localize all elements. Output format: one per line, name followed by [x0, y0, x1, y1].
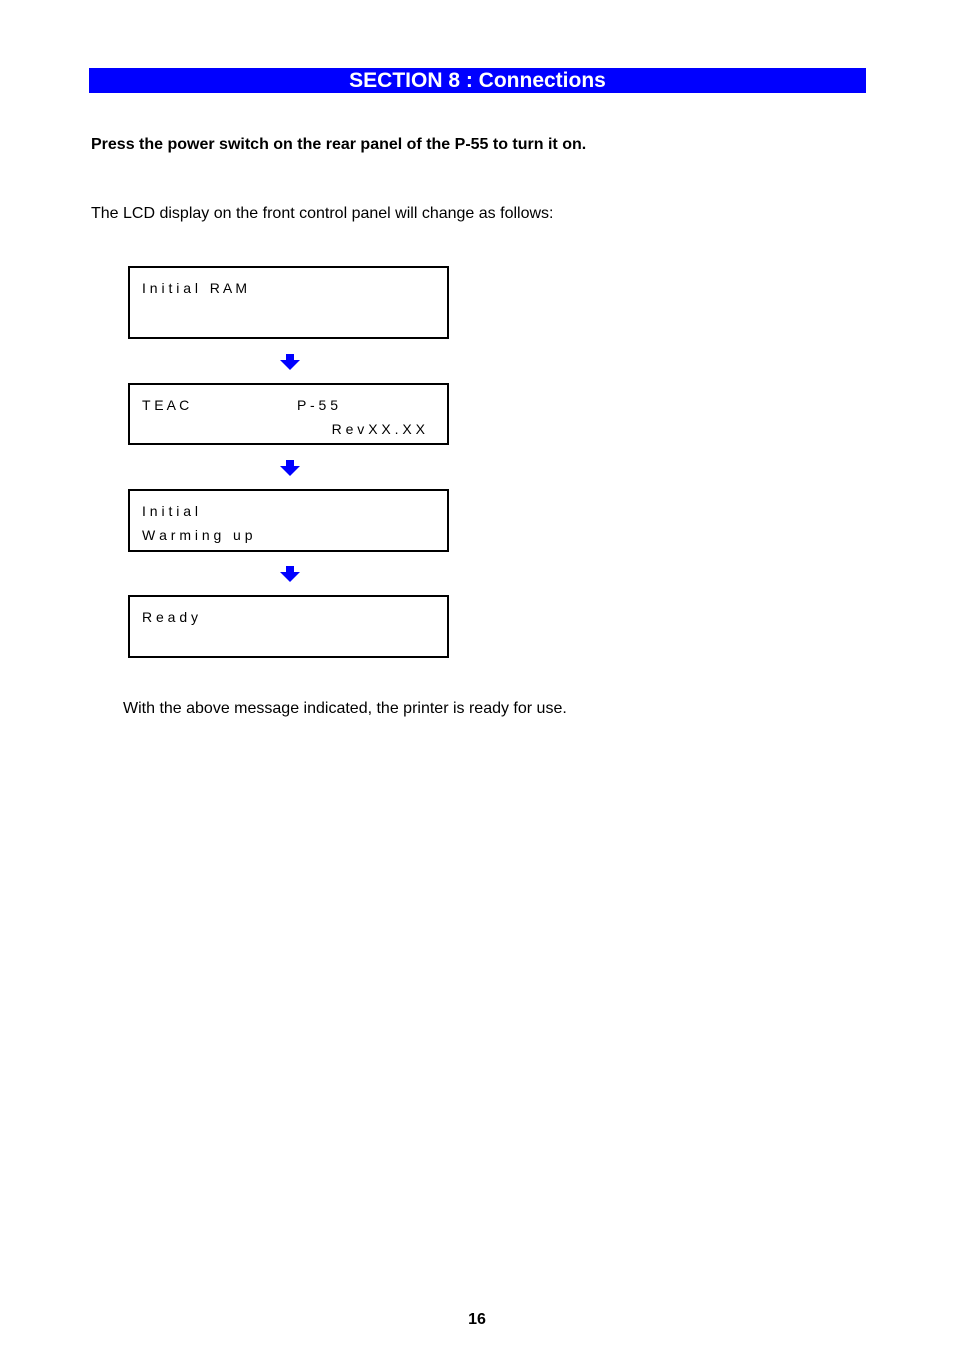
lcd-line-1-right: P - 5 5 — [297, 397, 338, 413]
lcd-line-1-left: T E A C — [142, 397, 190, 413]
down-arrow-icon — [280, 460, 300, 476]
lcd-line-2: R e v X X . X X — [331, 421, 425, 437]
intro-text: The LCD display on the front control panel will change as follows: — [91, 205, 554, 222]
lcd-line-1: I n i t i a l R A M — [142, 280, 248, 296]
lcd-line-1: R e a d y — [142, 609, 199, 625]
lcd-screen-ready — [128, 595, 449, 658]
lcd-line-2: W a r m i n g u p — [142, 527, 253, 543]
lcd-screen-initial-ram — [128, 266, 449, 339]
down-arrow-icon — [280, 354, 300, 370]
lcd-line-1: I n i t i a l — [142, 503, 199, 519]
lcd-screen-warming-up — [128, 489, 449, 552]
instruction-text: Press the power switch on the rear panel of the P-55 to turn it on. — [91, 136, 587, 153]
section-title: SECTION 8 : Connections — [89, 68, 866, 93]
page-number: 16 — [468, 1311, 486, 1328]
closing-text: With the above message indicated, the printer is ready for use. — [123, 700, 567, 717]
lcd-screen-teac-version — [128, 383, 449, 445]
down-arrow-icon — [280, 566, 300, 582]
